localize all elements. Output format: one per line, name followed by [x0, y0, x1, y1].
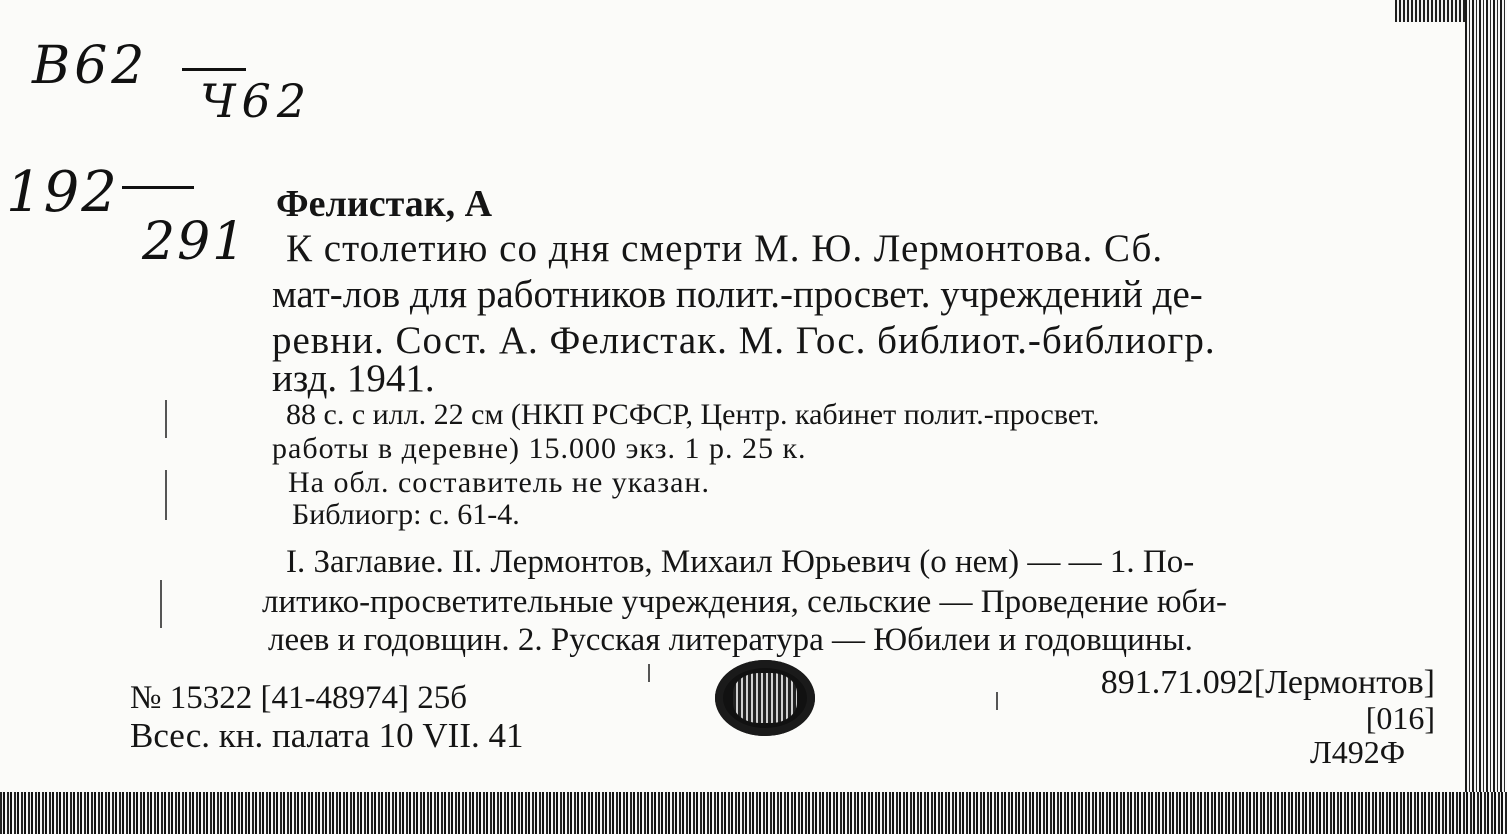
classification-code: 891.71.092[Лермонтов]: [1100, 664, 1435, 701]
scan-mark: [165, 470, 167, 520]
title-line: мат-лов для работников полит.-просвет. учреждений де-: [272, 273, 1203, 316]
classification-code: [016]: [1365, 700, 1435, 736]
record-number: № 15322 [41-48974] 25б: [130, 680, 467, 716]
scan-mark: [996, 692, 998, 710]
description-line: работы в деревне) 15.000 экз. 1 р. 25 к.: [272, 432, 807, 465]
handwritten-code-left-b: 291: [142, 212, 248, 272]
call-number: Л492Ф: [1310, 734, 1405, 770]
book-chamber-line: Всес. кн. палата 10 VII. 41: [130, 716, 524, 755]
description-line: 88 с. с илл. 22 см (НКП РСФСР, Центр. кабинет полит.-просвет.: [286, 398, 1100, 431]
author-heading: Фелистак, А: [276, 183, 493, 225]
subject-line: леев и годовщин. 2. Русская литература — Юбилеи и годовщины.: [268, 622, 1193, 658]
scan-mark: [165, 400, 167, 438]
handwritten-stroke: [122, 186, 194, 189]
handwritten-code-top-b: Ч62: [200, 74, 313, 128]
handwritten-code-left: 192: [6, 160, 119, 225]
scan-edge-bottom: [0, 792, 1507, 834]
description-line: Библиогр: с. 61-4.: [292, 498, 520, 531]
scan-mark: [160, 580, 162, 628]
scan-mark: [648, 664, 650, 682]
handwritten-stroke: [182, 68, 246, 71]
scan-edge-right: [1465, 0, 1507, 834]
handwritten-code-top: В62: [32, 36, 149, 96]
subject-line: I. Заглавие. II. Лермонтов, Михаил Юрьевич (о нем) — — 1. По-: [286, 544, 1195, 580]
title-line: ревни. Сост. А. Фелистак. М. Гос. библиот.-библиогр.: [272, 319, 1216, 362]
card-punch-hole-texture: [733, 673, 797, 723]
title-line: изд. 1941.: [272, 357, 435, 400]
title-line: К столетию со дня смерти М. Ю. Лермонтова. Сб.: [286, 227, 1164, 270]
description-line: На обл. составитель не указан.: [288, 466, 710, 499]
subject-line: литико-просветительные учреждения, сельские — Проведение юби-: [262, 584, 1227, 620]
